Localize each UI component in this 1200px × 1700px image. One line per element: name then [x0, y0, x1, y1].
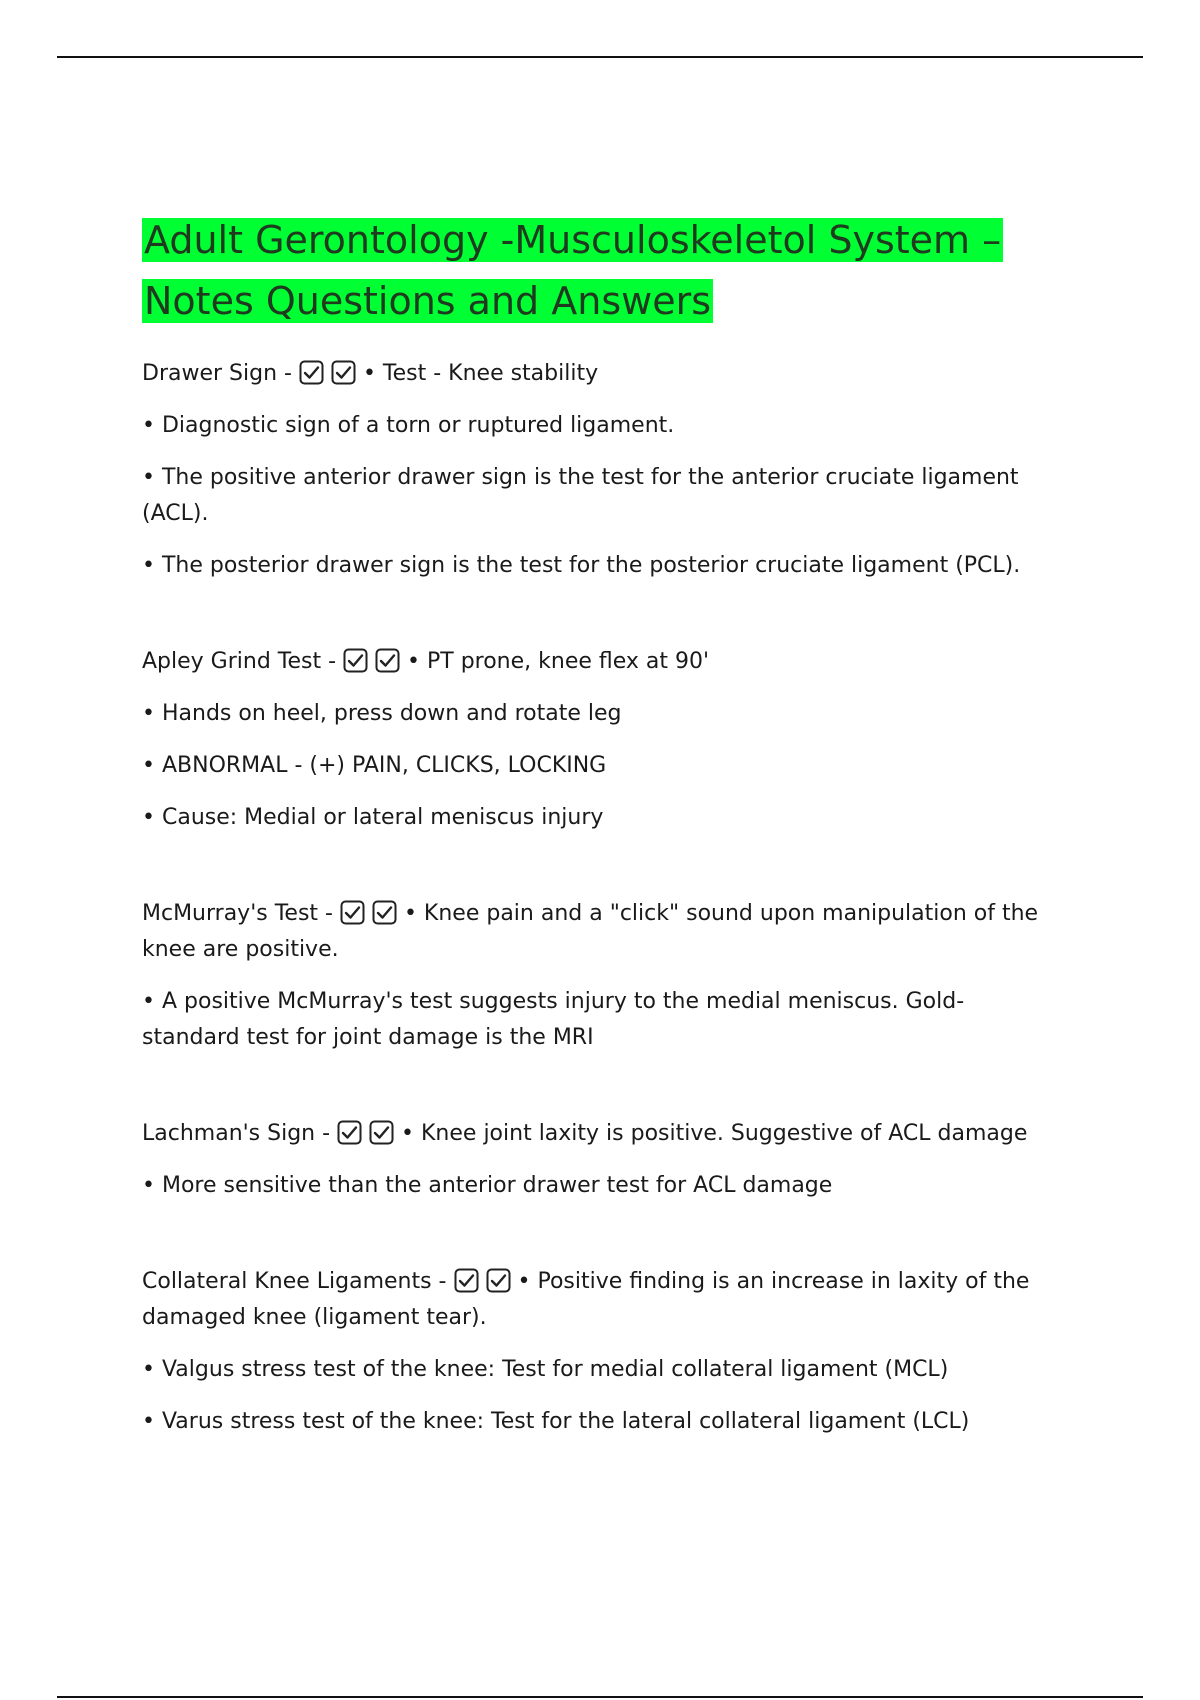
checkmark-box-icon	[331, 360, 356, 385]
qa-question	[142, 356, 1047, 392]
qa-answer-line: • ABNORMAL - (+) PAIN, CLICKS, LOCKING	[142, 753, 607, 778]
qa-answer-first-line: • Test - Knee stability	[355, 361, 599, 386]
qa-item-mcmurrays-test	[142, 896, 1047, 1056]
qa-term: Lachman's Sign -	[142, 1121, 338, 1146]
qa-answer-line: • Cause: Medial or lateral meniscus injury	[142, 805, 604, 830]
qa-term: McMurray's Test -	[142, 901, 340, 926]
checkmark-box-icon	[372, 900, 397, 925]
qa-question	[142, 896, 1047, 968]
qa-answer-line: • Varus stress test of the knee: Test for the lateral collateral ligament (LCL)	[142, 1409, 970, 1434]
qa-answer-first-line: • Knee pain and a "click" sound upon manipulation of the knee are positive.	[142, 901, 1039, 962]
qa-answer-line: • A positive McMurray's test suggests injury to the medial meniscus. Gold-standard test for joint damage is the MRI	[142, 989, 965, 1050]
checkmark-box-icon	[343, 648, 368, 673]
qa-answer-line: • Valgus stress test of the knee: Test for medial collateral ligament (MCL)	[142, 1357, 949, 1382]
title-line-1: Adult Gerontology -Musculoskeletol System –	[144, 218, 1002, 262]
header-rule	[57, 56, 1143, 58]
document-title	[142, 210, 1047, 332]
qa-answer-line: • Hands on heel, press down and rotate leg	[142, 701, 622, 726]
checkmark-box-icon	[375, 648, 400, 673]
checkmark-box-icon	[486, 1268, 511, 1293]
qa-answer-first-line: • Positive finding is an increase in laxity of the damaged knee (ligament tear).	[142, 1269, 1030, 1330]
checkmark-box-icon	[340, 900, 365, 925]
checkmark-box-icon	[369, 1120, 394, 1145]
qa-term: Apley Grind Test -	[142, 649, 344, 674]
checkmark-box-icon	[299, 360, 324, 385]
qa-answer-first-line: • PT prone, knee flex at 90'	[400, 649, 710, 674]
qa-item-apley-grind-test	[142, 644, 1047, 836]
qa-item-collateral-knee-ligaments	[142, 1264, 1047, 1440]
qa-item-lachmans-sign	[142, 1116, 1047, 1204]
qa-term: Collateral Knee Ligaments -	[142, 1269, 454, 1294]
qa-item-drawer-sign	[142, 356, 1047, 584]
footer-rule	[57, 1696, 1143, 1698]
qa-question	[142, 1264, 1047, 1336]
qa-answer-line: • The posterior drawer sign is the test for the posterior cruciate ligament (PCL).	[142, 553, 1021, 578]
qa-question	[142, 1116, 1047, 1152]
document-body	[142, 210, 1047, 1440]
checkmark-box-icon	[454, 1268, 479, 1293]
checkmark-box-icon	[337, 1120, 362, 1145]
qa-question	[142, 644, 1047, 680]
title-line-2: Notes Questions and Answers	[144, 279, 711, 323]
qa-answer-line: • The positive anterior drawer sign is the test for the anterior cruciate ligament (ACL).	[142, 465, 1019, 526]
qa-answer-first-line: • Knee joint laxity is positive. Suggestive of ACL damage	[394, 1121, 1028, 1146]
qa-term: Drawer Sign -	[142, 361, 299, 386]
qa-answer-line: • More sensitive than the anterior drawer test for ACL damage	[142, 1173, 833, 1198]
qa-answer-line: • Diagnostic sign of a torn or ruptured ligament.	[142, 413, 675, 438]
